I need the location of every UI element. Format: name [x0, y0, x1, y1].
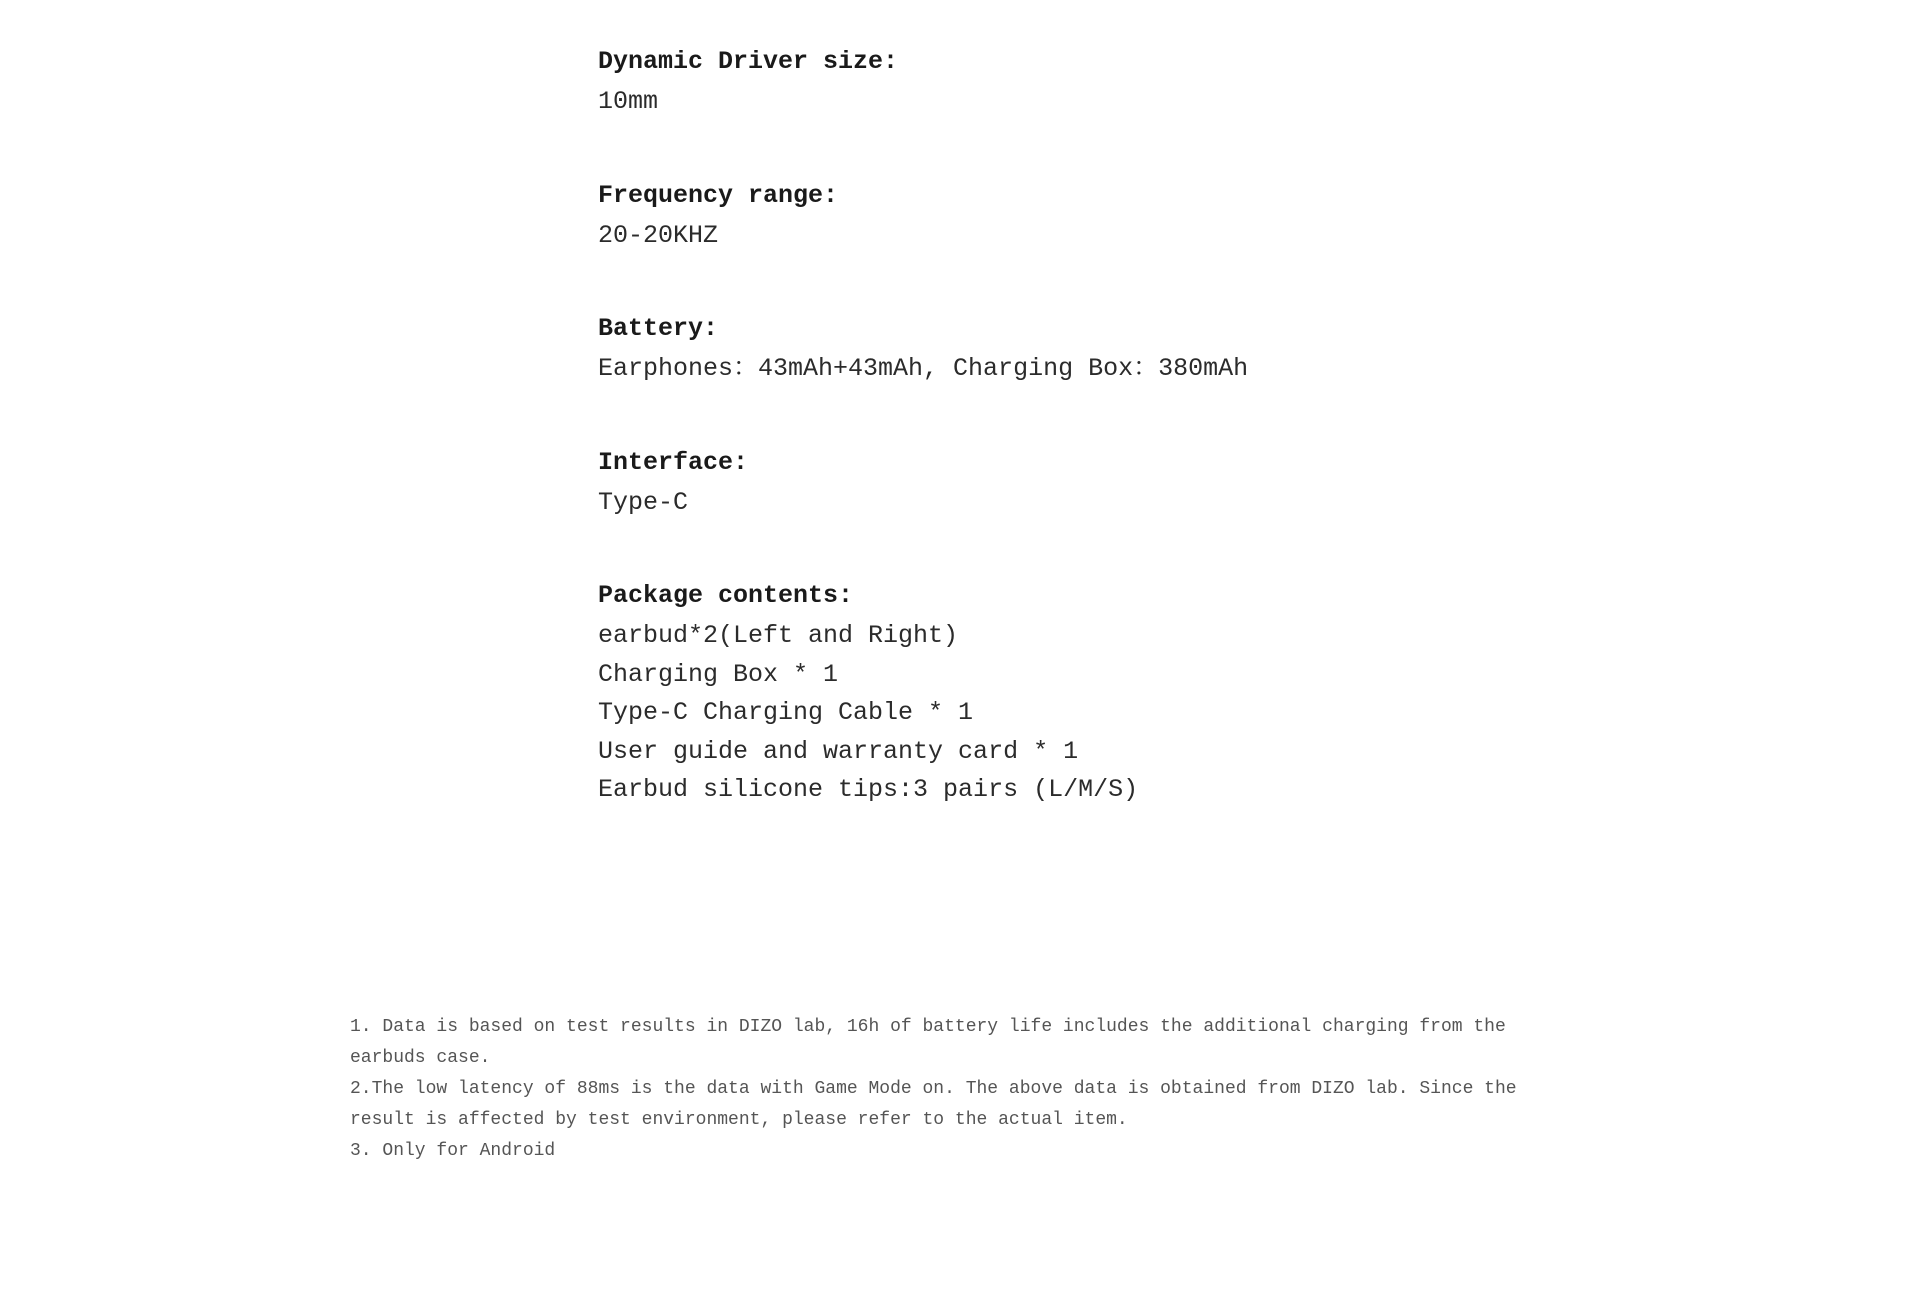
spec-value: 10mm [598, 87, 659, 116]
spec-interface [598, 445, 1698, 523]
spec-values [598, 484, 1698, 523]
spec-values [598, 217, 1698, 256]
spec-value: Type-C [598, 487, 689, 517]
spec-package-contents [598, 578, 1698, 810]
package-item: Charging Box * 1 [598, 659, 839, 689]
footnote: 1. Data is based on test results in DIZO lab, 16h of battery life includes the additional charging from the earbuds case. [350, 1017, 1506, 1068]
package-item: earbud*2(Left and Right) [598, 621, 959, 650]
spec-list [598, 44, 1698, 866]
package-item: Earbud silicone tips:3 pairs (L/M/S) [598, 775, 1139, 804]
spec-label: Battery: [598, 314, 719, 343]
spec-value: 20-20KHZ [598, 220, 719, 250]
footnotes [350, 1012, 1580, 1167]
spec-label: Package contents: [598, 581, 854, 610]
spec-frequency-range [598, 178, 1698, 256]
footnote: 2.The low latency of 88ms is the data with Game Mode on. The above data is obtained from DIZO lab. Since the result is affected by test environment, please refer to the actual item. [350, 1079, 1517, 1130]
spec-label: Dynamic Driver size: [598, 47, 899, 76]
footnote: 3. Only for Android [350, 1141, 556, 1161]
spec-values [598, 350, 1698, 389]
package-item: User guide and warranty card * 1 [598, 736, 1079, 766]
spec-battery [598, 311, 1698, 389]
package-item: Type-C Charging Cable * 1 [598, 698, 974, 727]
spec-label: Interface: [598, 447, 749, 477]
spec-value: Earphones：43mAh+43mAh, Charging Box：380mAh [598, 354, 1249, 383]
spec-label: Frequency range: [598, 180, 839, 210]
spec-values [598, 617, 1698, 810]
spec-values [598, 83, 1698, 122]
spec-driver-size [598, 44, 1698, 122]
